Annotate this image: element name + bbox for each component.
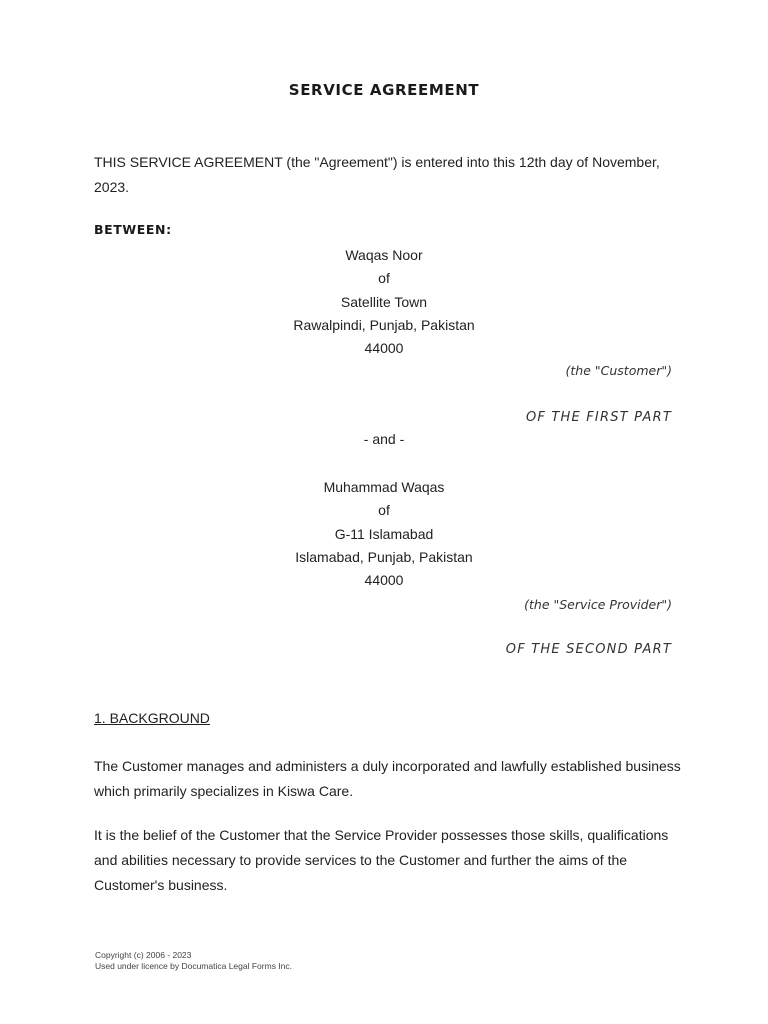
customer-name: Waqas Noor: [345, 247, 423, 263]
provider-address-line2: Islamabad, Punjab, Pakistan: [295, 548, 473, 565]
between-label: BETWEEN:: [94, 222, 172, 237]
second-part-label: OF THE SECOND PART: [505, 642, 672, 657]
section-heading-background: 1. BACKGROUND: [94, 710, 210, 726]
copyright-footer: [95, 950, 292, 972]
customer-of: of: [378, 270, 390, 287]
provider-postal-code: 44000: [364, 572, 404, 589]
intro-paragraph: THIS SERVICE AGREEMENT (the "Agreement") is entered into this 12th day of November, 2023.: [94, 154, 660, 195]
first-part-label: OF THE FIRST PART: [525, 410, 672, 425]
copyright-line: Copyright (c) 2006 - 2023: [95, 950, 192, 960]
provider-address-line1: G-11 Islamabad: [334, 525, 434, 542]
customer-postal-code: 44000: [364, 340, 404, 357]
customer-address-line1: Satellite Town: [340, 293, 428, 310]
customer-party-block: [234, 244, 534, 360]
customer-address-line2: Rawalpindi, Punjab, Pakistan: [293, 316, 475, 333]
background-paragraph-2: It is the belief of the Customer that the Service Provider possesses those skills, qualifications and abilities necessary to provide services to the Customer and further the aims of the Customer's business.: [94, 827, 669, 893]
document-title: SERVICE AGREEMENT: [288, 81, 480, 99]
provider-name: Muhammad Waqas: [323, 479, 445, 495]
background-paragraph-1: The Customer manages and administers a duly incorporated and lawfully established business which primarily specializes in Kiswa Care.: [94, 758, 681, 799]
provider-role-label: (the "Service Provider"): [524, 597, 672, 612]
licence-line: Used under licence by Documatica Legal Forms Inc.: [95, 961, 293, 971]
and-separator: - and -: [363, 431, 405, 447]
customer-role-label: (the "Customer"): [565, 363, 672, 378]
provider-of: of: [378, 502, 390, 519]
provider-party-block: [234, 476, 534, 592]
